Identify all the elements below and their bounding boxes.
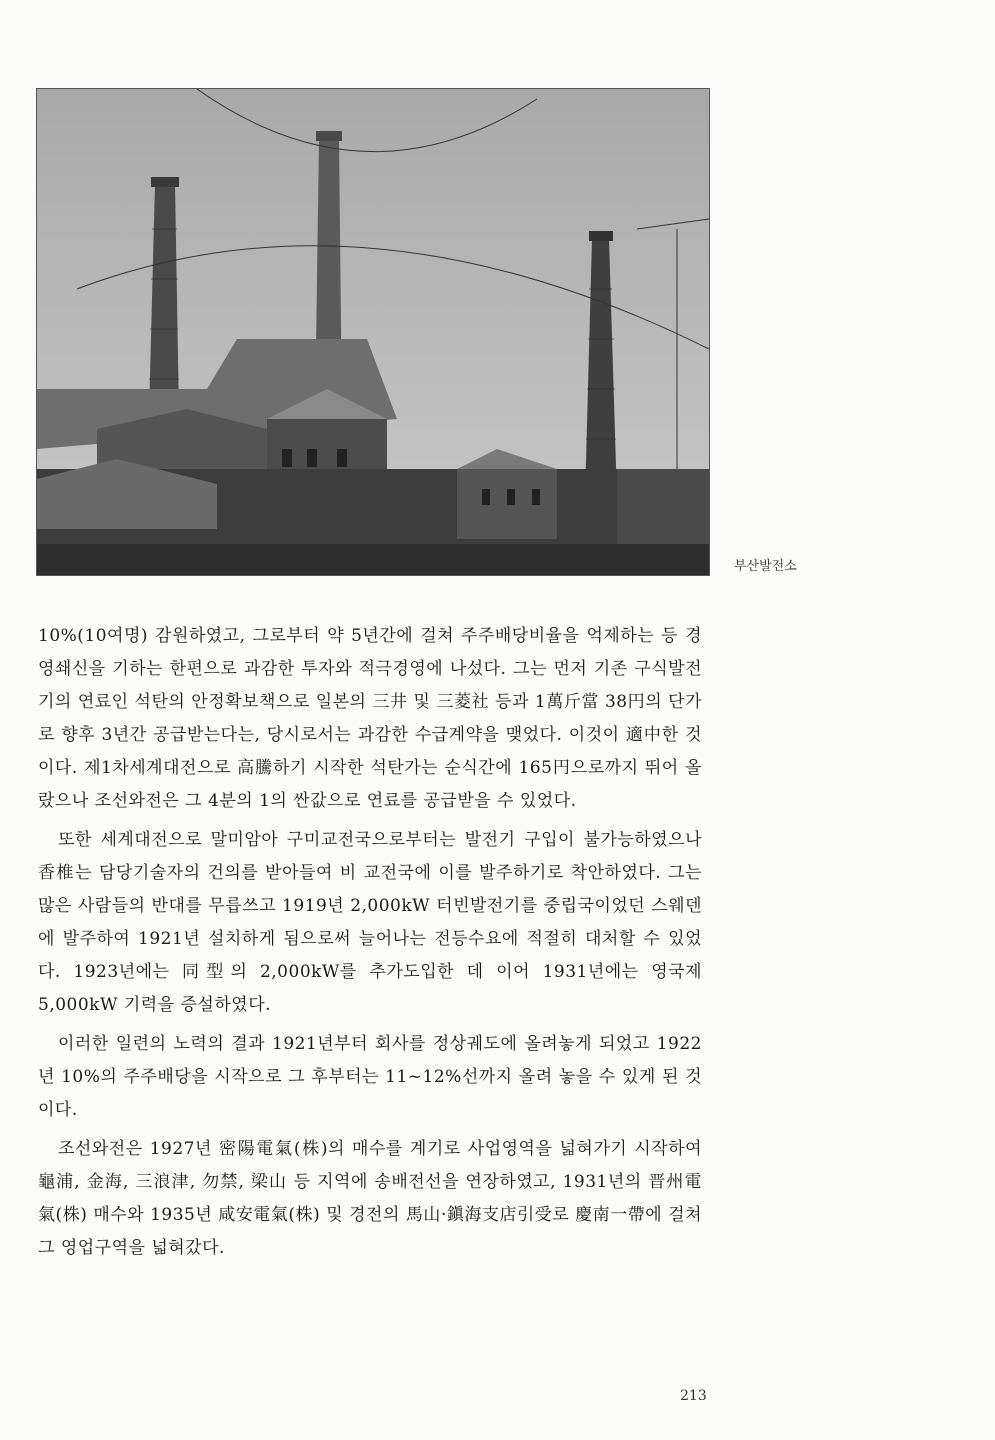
paragraph: 이러한 일련의 노력의 결과 1921년부터 회사를 정상궤도에 올려놓게 되었고 1922년 10%의 주주배당을 시작으로 그 후부터는 11~12%선까지 올려 놓을 수 있게 된 것이다. bbox=[38, 1034, 702, 1120]
paragraph: 또한 세계대전으로 말미암아 구미교전국으로부터는 발전기 구입이 불가능하였으나 香椎는 담당기술자의 건의를 받아들여 비 교전국에 이를 발주하기로 착안하였다. 그는 많은 사람들의 반대를 무릅쓰고 1919년 2,000kW 터빈발전기를 중립국이었던 스웨덴에 발주하여 1921년 설치하게 됨으로써 늘어나는 전등수요에 적절히 대처할 수 있었다. 1923년에는 同型의 2,000kW를 추가도입한 데 이어 1931년에는 영국제 5,000kW 기력을 증설하였다. bbox=[38, 830, 702, 1015]
paragraph: 10%(10여명) 감원하였고, 그로부터 약 5년간에 걸쳐 주주배당비율을 억제하는 등 경영쇄신을 기하는 한편으로 과감한 투자와 적극경영에 나섰다. 그는 먼저 기존 구식발전기의 연료인 석탄의 안정확보책으로 일본의 三井 및 三菱社 등과 1萬斤當 38円의 단가로 향후 3년간 공급받는다는, 당시로서는 과감한 수급계약을 맺었다. 이것이 適中한 것이다. 제1차세계대전으로 高騰하기 시작한 석탄가는 순식간에 165円으로까지 뛰어 올랐으나 조선와전은 그 4분의 1의 싼값으로 연료를 공급받을 수 있었다. bbox=[38, 626, 702, 811]
power-plant-photo bbox=[36, 88, 710, 576]
paragraph: 조선와전은 1927년 密陽電氣(株)의 매수를 계기로 사업영역을 넓혀가기 시작하여 龜浦, 金海, 三浪津, 勿禁, 梁山 등 지역에 송배전선을 연장하였고, 1931년의 晋州電氣(株) 매수와 1935년 咸安電氣(株) 및 경전의 馬山·鎭海支店引受로 慶南一帶에 걸쳐 그 영업구역을 넓혀갔다. bbox=[38, 1139, 702, 1258]
factory-photo-icon bbox=[37, 89, 709, 575]
photo-caption: 부산발전소 bbox=[734, 559, 797, 574]
page-number: 213 bbox=[680, 1388, 707, 1404]
body-text bbox=[38, 620, 702, 1271]
